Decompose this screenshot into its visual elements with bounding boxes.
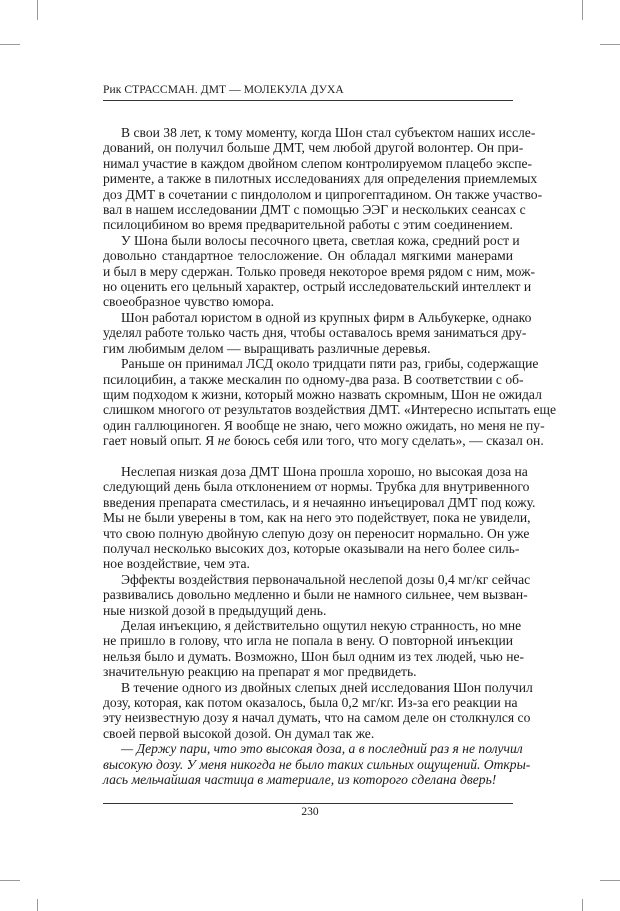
- page-number: 230: [301, 806, 319, 818]
- paragraph-gap: [103, 449, 513, 464]
- text-line: Мы не были уверены в том, как на него это подействует, пока не увидели,: [103, 510, 531, 526]
- text-line: нельзя было и думать. Возможно, Шон был одним из тех людей, чью не-: [103, 648, 525, 664]
- header-rule: [103, 100, 513, 101]
- text-line: доз ДМТ в сочетании с пиндололом и ципрогептадином. Он также участво-: [103, 186, 543, 202]
- crop-mark: [582, 899, 583, 911]
- paragraph: [103, 617, 525, 680]
- crop-mark: [600, 880, 620, 881]
- text-line: дований, он получил больше ДМТ, чем любой другой волонтер. Он при-: [103, 140, 524, 156]
- text-line: У Шона были волосы песочного цвета, светлая кожа, средний рост и: [121, 232, 520, 248]
- text-line: значительную реакцию на препарат я мог предвидеть.: [103, 664, 417, 680]
- text-line: псилоцибин, а также мескалин по одному-два раза. В соответствии с об-: [103, 371, 524, 387]
- text-line: своеобразное чувство юмора.: [103, 294, 275, 310]
- text-line: не пришло в голову, что игла не попала в вену. О повторной инъекции: [103, 633, 513, 649]
- emphasis: не: [217, 433, 231, 449]
- text-line: уделял работе только часть дня, чтобы оставалось время заниматься дру-: [103, 325, 527, 341]
- text-line: Неслепая низкая доза ДМТ Шона прошла хорошо, но высокая доза на: [121, 463, 528, 479]
- text-line: Делая инъекцию, я действительно ощутил некую странность, но мне: [121, 617, 522, 633]
- text-line: высокую дозу. У меня никогда не было таких сильных ощущений. Откры-: [103, 756, 531, 772]
- crop-mark: [0, 880, 20, 881]
- paragraph: [103, 125, 543, 233]
- text-line: нимал участие в каждом двойном слепом контролируемом плацебо экспе-: [103, 155, 533, 171]
- paragraph: [103, 571, 531, 618]
- text-line: псилоцибином во время предварительной работы с этим соединением.: [103, 217, 513, 233]
- text-line: В течение одного из двойных слепых дней исследования Шон получил: [121, 679, 533, 695]
- text-line: развивались довольно медленно и были не намного сильнее, чем вызван-: [103, 587, 528, 603]
- text-line: В свои 38 лет, к тому моменту, когда Шон стал субъектом наших иссле-: [121, 125, 536, 140]
- paragraph: [103, 741, 531, 788]
- text-line: один галлюциноген. Я вообще не знаю, чего можно ожидать, но меня не пу-: [103, 417, 545, 433]
- paragraph: [103, 463, 536, 572]
- text-segment: боюсь себя или того, что могу сделать», — сказал он.: [230, 433, 544, 449]
- text-line: рименте, а также в пилотных исследованиях для определения приемлемых: [103, 171, 538, 187]
- text-line: ное воздействие, чем эта.: [103, 556, 250, 572]
- crop-mark: [0, 44, 20, 45]
- paragraph: [103, 679, 533, 742]
- text-line: Раньше он принимал ЛСД около тридцати пяти раз, грибы, содержащие: [121, 356, 539, 372]
- text-line: своей первой высокой дозой. Он думал так же.: [103, 725, 375, 741]
- paragraph: [103, 356, 557, 449]
- footer-rule: [103, 803, 513, 804]
- text-line: ные низкой дозой в предыдущий день.: [103, 602, 327, 618]
- text-line: [103, 433, 544, 449]
- text-line: лась мельчайшая частица в материале, из которого сделана дверь!: [103, 772, 497, 788]
- crop-mark: [582, 0, 583, 20]
- text-line: Шон работал юристом в одной из крупных фирм в Альбукерке, однако: [121, 309, 532, 325]
- crop-mark: [37, 899, 38, 911]
- text-line: следующий день была отклонением от нормы. Трубка для внутривенного: [103, 479, 530, 495]
- body-text: [103, 125, 557, 788]
- text-line: — Держу пари, что это высокая доза, а в последний раз я не получил: [121, 741, 523, 757]
- text-segment: гает новый опыт. Я: [103, 433, 218, 449]
- text-line: введения препарата сместилась, и я нечаянно инъецировал ДМТ под кожу.: [103, 494, 536, 510]
- text-line: и был в меру сдержан. Только проведя некоторое время рядом с ним, мож-: [103, 263, 536, 279]
- paragraph: [103, 309, 532, 356]
- text-line: дозу, которая, как потом оказалось, была 0,2 мг/кг. Из-за его реакции на: [103, 695, 518, 711]
- crop-mark: [37, 0, 38, 20]
- running-header: Рик СТРАССМАН. ДМТ — МОЛЕКУЛА ДУХА: [103, 84, 344, 96]
- text-line: получал несколько высоких доз, которые оказывали на него более силь-: [103, 540, 520, 556]
- text-line: вал в нашем исследовании ДМТ с помощью ЭЭГ и нескольких сеансах с: [103, 202, 526, 218]
- text-line: эту неизвестную дозу я начал думать, что на самом деле он столкнулся со: [103, 710, 531, 726]
- crop-mark: [600, 44, 620, 45]
- text-line: гим любимым делом — выращивать различные деревья.: [103, 340, 431, 356]
- text-line: Эффекты воздействия первоначальной неслепой дозы 0,4 мг/кг сейчас: [121, 571, 531, 587]
- text-line: но оценить его цельный характер, острый исследовательский интеллект и: [103, 279, 532, 295]
- text-line: что свою полную двойную слепую дозу он переносит нормально. Он уже: [103, 525, 530, 541]
- text-line: слишком многого от результатов воздействия ДМТ. «Интересно испытать еще: [103, 402, 557, 418]
- paragraph: [103, 232, 536, 310]
- text-line: довольно стандартное телосложение. Он обладал мягкими манерами: [103, 248, 513, 264]
- text-line: щим подходом к жизни, который можно назвать скромным, Шон не ожидал: [103, 386, 542, 402]
